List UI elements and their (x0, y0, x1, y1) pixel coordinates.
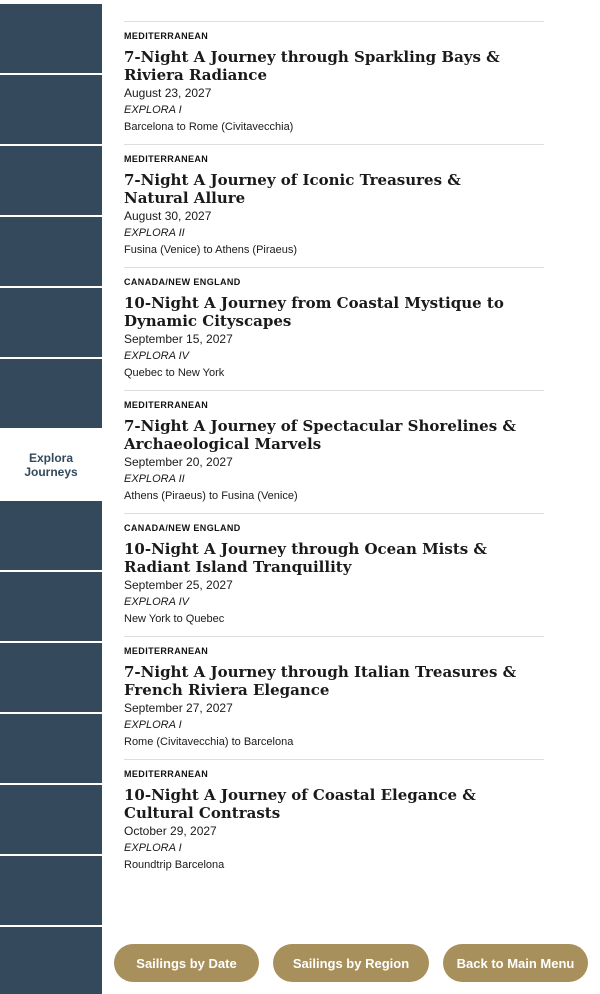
sidebar-active-label: Explora Journeys (24, 450, 78, 479)
voyage-date: September 15, 2027 (124, 332, 233, 346)
voyage-date: September 20, 2027 (124, 455, 233, 469)
voyage-region: MEDITERRANEAN (124, 769, 209, 779)
voyage-item[interactable] (124, 759, 544, 882)
sidebar-tab-13[interactable] (0, 856, 102, 925)
sidebar-tab-2[interactable] (0, 75, 102, 144)
voyage-item[interactable] (124, 636, 544, 759)
voyage-item[interactable] (124, 144, 544, 267)
sidebar-tab-5[interactable] (0, 288, 102, 357)
voyage-date: October 29, 2027 (124, 824, 217, 838)
voyage-ship: EXPLORA IV (124, 350, 190, 362)
voyage-region: MEDITERRANEAN (124, 646, 209, 656)
sidebar-tab-12[interactable] (0, 785, 102, 854)
sidebar-tab-1[interactable] (0, 4, 102, 73)
voyage-title: 7-Night A Journey of Spectacular Shorelines & Archaeological Marvels (124, 417, 516, 453)
voyage-list (124, 21, 544, 882)
voyage-title: 7-Night A Journey through Italian Treasures & French Riviera Elegance (124, 663, 517, 699)
sidebar-tab-6[interactable] (0, 359, 102, 428)
voyage-item[interactable] (124, 21, 544, 144)
voyage-date: August 23, 2027 (124, 86, 212, 100)
sidebar-tab-10[interactable] (0, 643, 102, 712)
voyage-ship: EXPLORA I (124, 104, 182, 116)
voyage-route: Roundtrip Barcelona (124, 859, 225, 871)
voyage-item[interactable] (124, 513, 544, 636)
voyage-title: 10-Night A Journey of Coastal Elegance & Cultural Contrasts (124, 786, 476, 822)
voyage-title: 10-Night A Journey from Coastal Mystique to Dynamic Cityscapes (124, 294, 504, 330)
voyage-ship: EXPLORA II (124, 227, 185, 239)
sidebar-tab-8[interactable] (0, 501, 102, 570)
sailings-by-region-button[interactable]: Sailings by Region (273, 944, 429, 982)
voyage-date: September 27, 2027 (124, 701, 233, 715)
voyage-item[interactable] (124, 267, 544, 390)
voyage-title: 7-Night A Journey through Sparkling Bays & Riviera Radiance (124, 48, 500, 84)
voyage-region: MEDITERRANEAN (124, 154, 209, 164)
voyage-region: CANADA/NEW ENGLAND (124, 523, 241, 533)
voyage-ship: EXPLORA II (124, 473, 185, 485)
sidebar (0, 0, 102, 994)
sidebar-tab-4[interactable] (0, 217, 102, 286)
voyage-route: New York to Quebec (124, 613, 225, 625)
voyage-item[interactable] (124, 390, 544, 513)
voyage-ship: EXPLORA I (124, 719, 182, 731)
voyage-date: September 25, 2027 (124, 578, 233, 592)
sidebar-tab-3[interactable] (0, 146, 102, 215)
sailings-by-date-button[interactable]: Sailings by Date (114, 944, 259, 982)
voyage-date: August 30, 2027 (124, 209, 212, 223)
voyage-route: Quebec to New York (124, 367, 225, 379)
voyage-title: 10-Night A Journey through Ocean Mists & Radiant Island Tranquillity (124, 540, 487, 576)
voyage-region: CANADA/NEW ENGLAND (124, 277, 241, 287)
back-to-main-menu-button[interactable]: Back to Main Menu (443, 944, 588, 982)
voyage-route: Fusina (Venice) to Athens (Piraeus) (124, 244, 298, 256)
voyage-ship: EXPLORA IV (124, 596, 190, 608)
voyage-route: Athens (Piraeus) to Fusina (Venice) (124, 490, 298, 502)
sidebar-tab-14[interactable] (0, 927, 102, 994)
voyage-region: MEDITERRANEAN (124, 400, 209, 410)
voyage-route: Barcelona to Rome (Civitavecchia) (124, 121, 294, 133)
sidebar-tab-11[interactable] (0, 714, 102, 783)
voyage-route: Rome (Civitavecchia) to Barcelona (124, 736, 294, 748)
voyage-region: MEDITERRANEAN (124, 31, 209, 41)
voyage-ship: EXPLORA I (124, 842, 182, 854)
sidebar-tab-9[interactable] (0, 572, 102, 641)
voyage-title: 7-Night A Journey of Iconic Treasures & Natural Allure (124, 171, 461, 207)
sidebar-tab-explora-journeys[interactable] (0, 430, 102, 499)
